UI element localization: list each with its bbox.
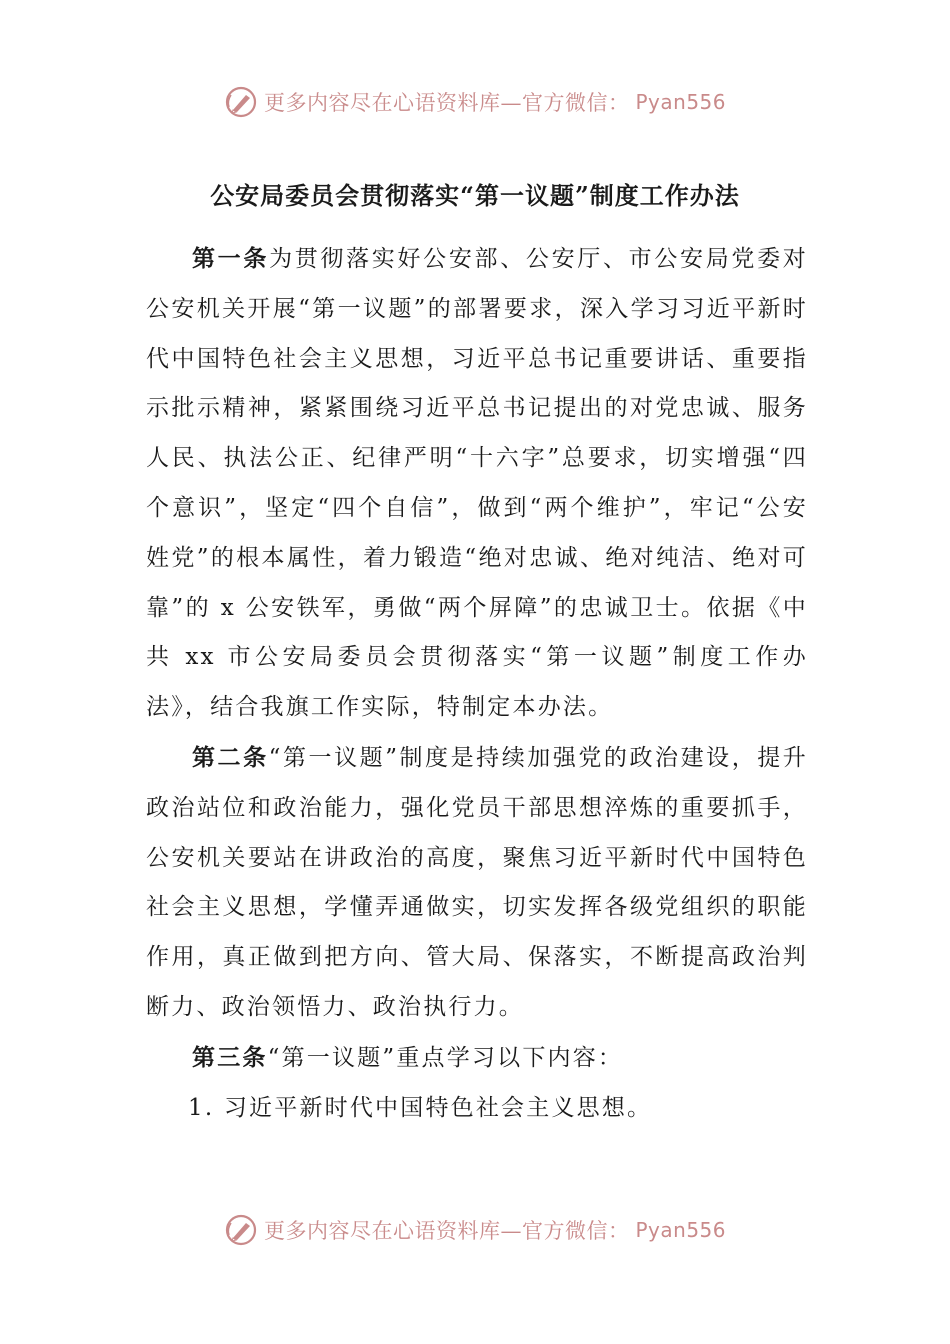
article-3 <box>146 1033 808 1084</box>
article-1-lead: 第一条 <box>192 245 270 272</box>
pen-logo-icon <box>224 1213 258 1247</box>
article-3-text: “第一议题”重点学习以下内容： <box>267 1044 624 1071</box>
article-2-text: “第一议题”制度是持续加强党的政治建设，提升政治站位和政治能力，强化党员干部思想淬炼的重要抓手，公安机关要站在讲政治的高度，聚焦习近平新时代中国特色社会主义思想，学懂弄通做实，切实发挥各级党组织的职能作用，真正做到把方向、管大局、保落实，不断提高政治判断力、政治领悟力、政治执行力。 <box>146 744 808 1020</box>
document-title: 公安局委员会贯彻落实“第一议题”制度工作办法 <box>210 181 740 210</box>
watermark-text: 更多内容尽在心语资料库—官方微信： <box>263 1219 630 1243</box>
watermark-header <box>0 82 950 122</box>
watermark-wechat-id: Pyan556 <box>635 1218 726 1242</box>
article-2 <box>146 733 808 1033</box>
pen-logo-icon <box>224 85 258 119</box>
watermark-footer <box>0 1210 950 1250</box>
list-item-1: 1. 习近平新时代中国特色社会主义思想。 <box>188 1094 653 1121</box>
article-1-text: 为贯彻落实好公安部、公安厅、市公安局党委对公安机关开展“第一议题”的部署要求，深入学习习近平新时代中国特色社会主义思想，习近平总书记重要讲话、重要指示批示精神，紧紧围绕习近平总书记提出的对党忠诚、服务人民、执法公正、纪律严明“十六字”总要求，切实增强“四个意识”，坚定“四个自信”，做到“两个维护”，牢记“公安姓党”的根本属性，着力锻造“绝对忠诚、绝对纯洁、绝对可靠”的 x 公安铁军，勇做“两个屏障”的忠诚卫士。依据《中共 xx 市公安局委员会贯彻落实“第一议题”制度工作办法》，结合我旗工作实际，特制定本办法。 <box>146 246 808 721</box>
document-body <box>146 234 808 1133</box>
watermark-wechat-id: Pyan556 <box>635 90 726 114</box>
article-1 <box>146 234 808 733</box>
article-2-lead: 第二条 <box>192 743 269 771</box>
watermark-text: 更多内容尽在心语资料库—官方微信： <box>263 91 630 115</box>
article-3-lead: 第三条 <box>192 1043 268 1071</box>
